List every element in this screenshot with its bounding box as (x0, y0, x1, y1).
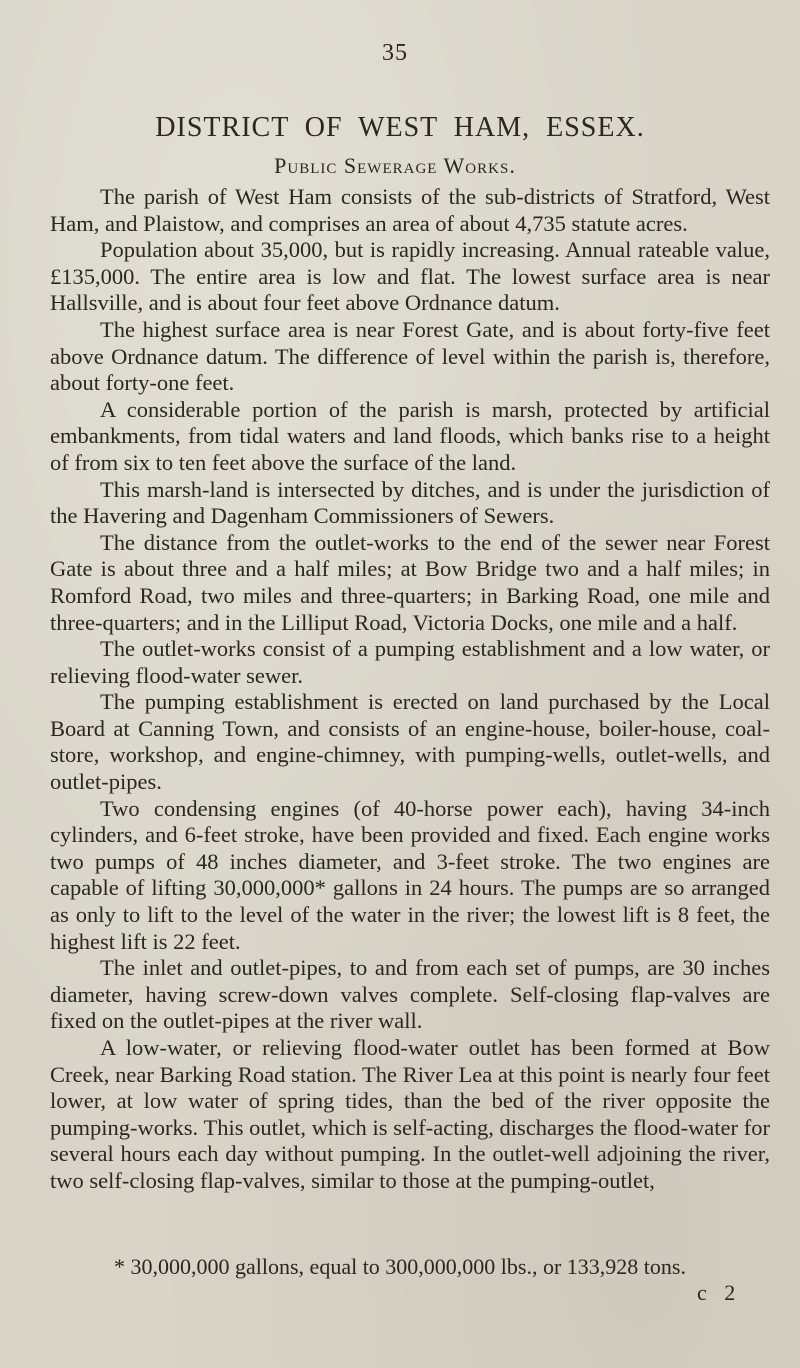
paragraph: A low-water, or relieving flood-water outlet has been formed at Bow Creek, near Barking Road station. The River Lea at this point is nearly four feet lower, at low water of spring tides, than the bed of the river opposite the pumping-works. This outlet, which is self-acting, discharges the flood-water for several hours each day without pumping. In the outlet-well adjoining the river, two self-closing flap-valves, similar to those at the pumping-outlet, (50, 1035, 770, 1193)
footnote: * 30,000,000 gallons, equal to 300,000,000 lbs., or 133,928 tons. (114, 1254, 686, 1279)
body-text (50, 184, 770, 1195)
page-number: 35 (382, 40, 408, 66)
paragraph: A considerable portion of the parish is marsh, protected by artificial embankments, from tidal waters and land floods, which banks rise to a height of from six to ten feet above the surface of the land. (50, 396, 770, 475)
paragraph: Two condensing engines (of 40-horse power each), having 34-inch cylinders, and 6-feet stroke, have been provided and fixed. Each engine works two pumps of 48 inches diameter, and 3-feet stroke. The two engines are capable of lifting 30,000,000* gallons in 24 hours. The pumps are so arranged as only to lift to the level of the water in the river; the lowest lift is 8 feet, the highest lift is 22 feet. (50, 795, 770, 954)
paragraph: The highest surface area is near Forest Gate, and is about forty-five feet above Ordnance datum. The difference of level within the parish is, therefore, about forty-one feet. (50, 316, 770, 396)
section-subtitle: Public Sewerage Works. (274, 153, 516, 178)
paragraph: The parish of West Ham consists of the sub-districts of Stratford, West Ham, and Plaistow, and comprises an area of about 4,735 statute acres. (50, 184, 770, 236)
paragraph: The distance from the outlet-works to the end of the sewer near Forest Gate is about three and a half miles; at Bow Bridge two and a half miles; in Romford Road, two miles and three-quarters; in Barking Road, one mile and three-quarters; and in the Lilliput Road, Victoria Docks, one mile and a half. (50, 529, 770, 635)
paragraph: The outlet-works consist of a pumping establishment and a low water, or relieving flood-water sewer. (50, 636, 770, 688)
paragraph: Population about 35,000, but is rapidly increasing. Annual rateable value, £135,000. The entire area is low and flat. The lowest surface area is near Hallsville, and is about four feet above Ordnance datum. (50, 237, 770, 316)
signature-mark: c 2 (697, 1280, 742, 1305)
paragraph: This marsh-land is intersected by ditches, and is under the jurisdiction of the Havering and Dagenham Commissioners of Sewers. (50, 476, 770, 529)
page-title: DISTRICT OF WEST HAM, ESSEX. (155, 112, 645, 143)
paragraph: The pumping establishment is erected on land purchased by the Local Board at Canning Town, and consists of an engine-house, boiler-house, coal-store, workshop, and engine-chimney, with pumping-wells, outlet-wells, and outlet-pipes. (50, 689, 770, 795)
paragraph: The inlet and outlet-pipes, to and from each set of pumps, are 30 inches diameter, having screw-down valves complete. Self-closing flap-valves are fixed on the outlet-pipes at the river wall. (50, 955, 770, 1034)
